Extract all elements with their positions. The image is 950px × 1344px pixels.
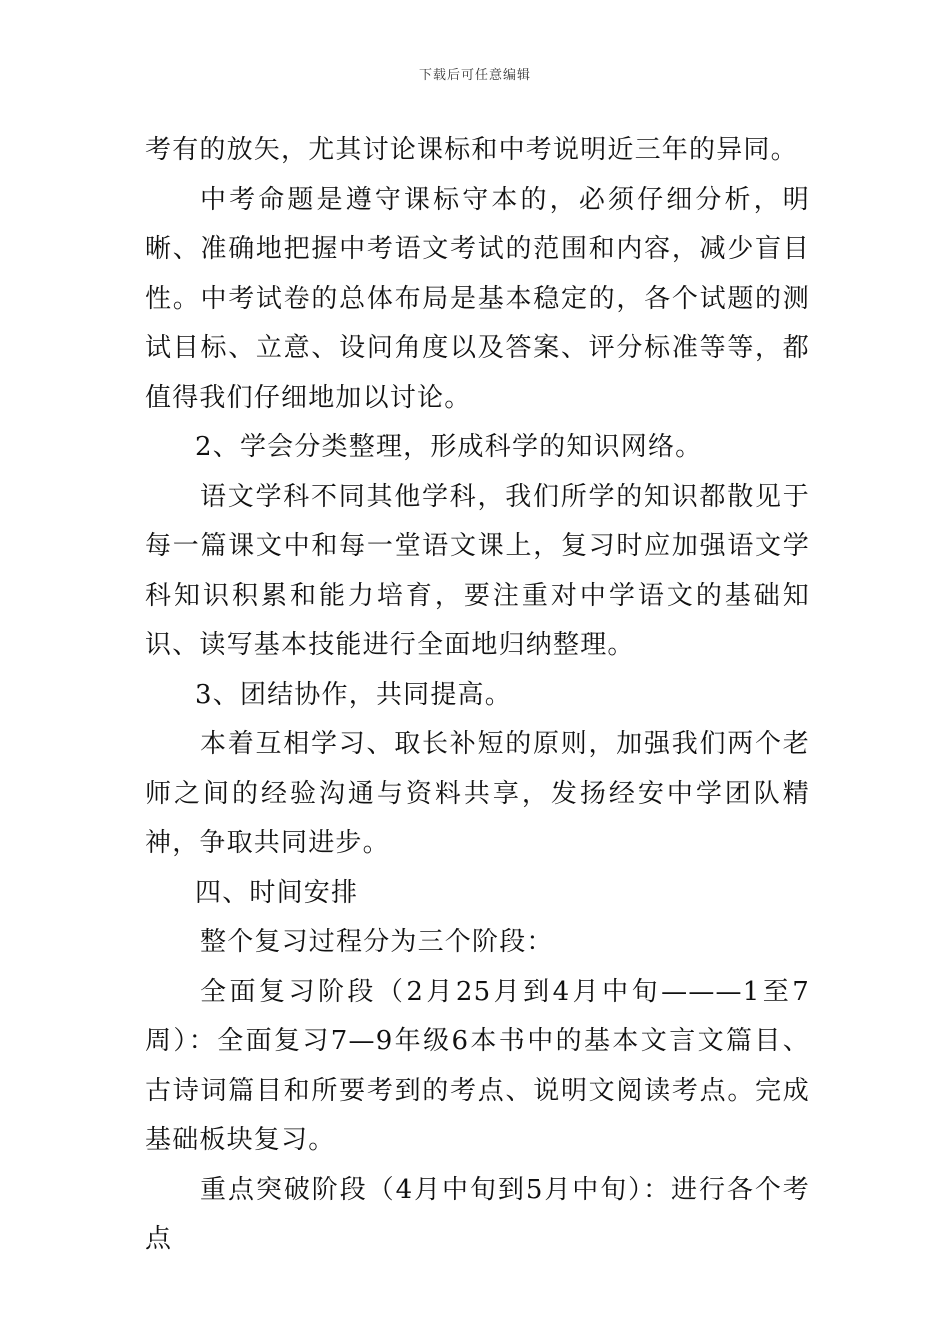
paragraph-stage-2: 重点突破阶段（4月中旬到5月中旬）：进行各个考点 <box>145 1174 810 1254</box>
paragraph-teamwork: 本着互相学习、取长补短的原则，加强我们两个老师之间的经验沟通与资料共享，发扬经安中学团队精神，争取共同进步。 <box>145 729 810 858</box>
paragraph-stage-1: 全面复习阶段（2月25月到4月中旬———1至7周）：全面复习7—9年级6本书中的基本文言文篇目、古诗词篇目和所要考到的考点、说明文阅读考点。完成基础板块复习。 <box>145 976 810 1155</box>
paragraph-knowledge-network: 语文学科不同其他学科，我们所学的知识都散见于每一篇课文中和每一堂语文课上，复习时应加强语文学科知识积累和能力培育，要注重对中学语文的基础知识、读写基本技能进行全面地归纳整理。 <box>145 481 810 660</box>
paragraph-exam-analysis: 中考命题是遵守课标守本的，必须仔细分析，明晰、准确地把握中考语文考试的范围和内容，减少盲目性。中考试卷的总体布局是基本稳定的，各个试题的测试目标、立意、设问角度以及答案、评分标准等等，都值得我们仔细地加以讨论。 <box>145 184 810 413</box>
paragraph-continuation: 考有的放矢，尤其讨论课标和中考说明近三年的异同。 <box>145 135 798 165</box>
document-body <box>145 126 810 1265</box>
heading-item-3: 3、团结协作，共同提高。 <box>195 679 512 710</box>
page-header: 下载后可任意编辑 <box>418 68 531 83</box>
paragraph-stages-intro: 整个复习过程分为三个阶段： <box>200 927 554 957</box>
heading-item-2: 2、学会分类整理，形成科学的知识网络。 <box>195 432 703 462</box>
heading-section-4: 四、时间安排 <box>195 877 359 908</box>
